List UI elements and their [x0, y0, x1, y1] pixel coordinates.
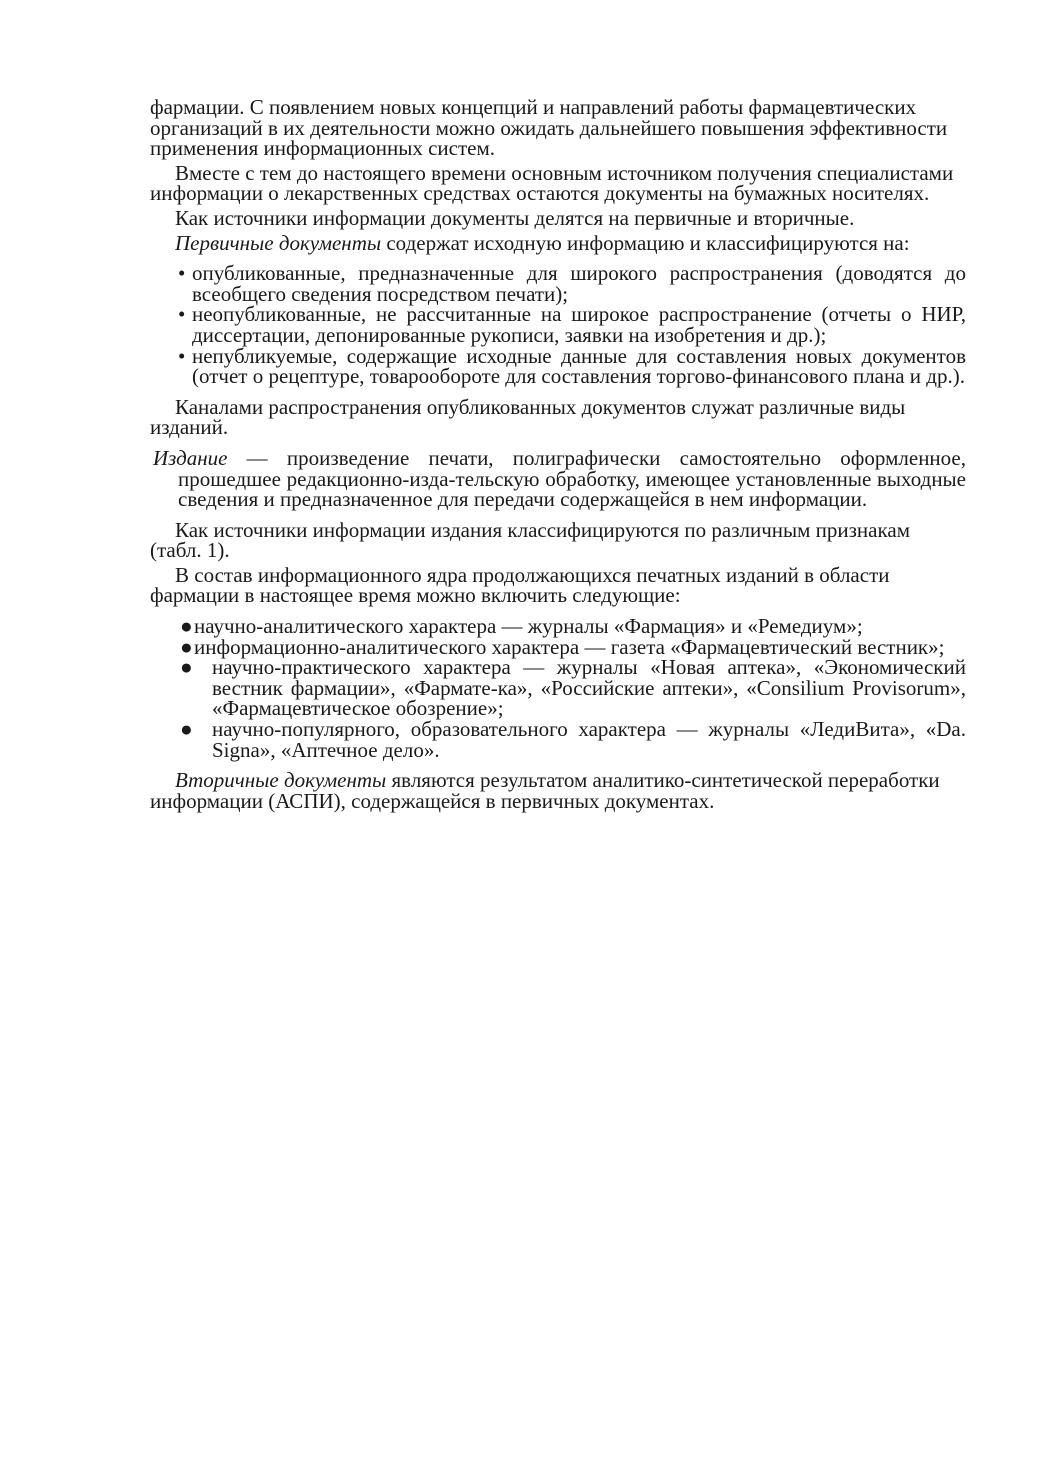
- list-item: [150, 719, 966, 760]
- document-body: [150, 97, 966, 811]
- list-item: [150, 616, 966, 637]
- list-item-text: опубликованные, предназначенные для широкого распространения (доводятся до всеобщего сведения посредством печати);: [192, 261, 966, 306]
- secondary-documents-text: являются результатом аналитико-синтетической переработки информации (АСПИ), содержащейся в первичных документах.: [150, 768, 940, 813]
- paragraph-distribution-channels: Каналами распространения опубликованных документов служат различные виды изданий.: [150, 394, 906, 440]
- list-item: [150, 263, 966, 304]
- paragraph-information-core: В состав информационного ядра продолжающихся печатных изданий в области фармации в настоящее время можно включить следующие:: [150, 562, 890, 608]
- primary-documents-text: содержат исходную информацию и классифицируются на:: [381, 230, 910, 255]
- paragraph-edition-classification: Как источники информации издания классифицируются по различным признакам (табл. 1).: [150, 517, 910, 563]
- term-primary-documents: Первичные документы: [175, 230, 382, 255]
- primary-documents-list: [150, 263, 966, 387]
- paragraph-paper-media: Вместе с тем до настоящего времени основным источником получения специалистами информации о лекарственных средствах остаются документы на бумажных носителях.: [150, 160, 954, 206]
- paragraph-secondary-documents: [150, 770, 966, 811]
- bullet-icon: •: [178, 343, 186, 368]
- bullet-icon: ●: [180, 614, 193, 639]
- bullet-icon: ●: [180, 655, 193, 680]
- list-item-text: научно-популярного, образовательного характера — журналы «ЛедиВита», «Da. Signa», «Аптечное дело».: [212, 717, 966, 762]
- list-item-text: неопубликованные, не рассчитанные на широкое распространение (отчеты о НИР, диссертации, депонированные рукописи, заявки на изобретения и др.);: [192, 302, 966, 347]
- list-item-text: научно-практического характера — журналы «Новая аптека», «Экономический вестник фармации», «Фармате-ка», «Российские аптеки», «Consilium Provisorum», «Фармацевтическое обозрение»;: [212, 655, 966, 721]
- bullet-icon: ●: [180, 634, 193, 659]
- term-edition: Издание: [153, 445, 228, 470]
- periodicals-list: [150, 616, 966, 760]
- definition-text: — произведение печати, полиграфически самостоятельно оформленное, прошедшее редакционно-изда-тельскую обработку, имеющее установленные выходные сведения и предназначенное для передачи содержащейся в нем информации.: [178, 445, 966, 512]
- bullet-icon: •: [178, 261, 186, 286]
- paragraph-intro: фармации. С появлением новых концепций и направлений работы фармацевтических организаций в их деятельности можно ожидать дальнейшего повышения эффективности применения информационных систем.: [150, 95, 948, 161]
- bullet-icon: ●: [180, 717, 193, 742]
- list-item: [150, 304, 966, 345]
- paragraph-primary-documents: [150, 230, 966, 255]
- definition-edition: [153, 445, 966, 512]
- term-secondary-documents: Вторичные документы: [175, 768, 387, 793]
- list-item-text: научно-аналитического характера — журналы «Фармация» и «Ремедиум»;: [194, 614, 863, 639]
- list-item-text: информационно-аналитического характера — газета «Фармацевтический вестник»;: [194, 634, 945, 659]
- bullet-icon: •: [178, 302, 186, 327]
- list-item: [150, 657, 966, 719]
- list-item: [150, 634, 966, 659]
- list-item-text: непубликуемые, содержащие исходные данные для составления новых документов (отчет о рецептуре, товарообороте для составления торгово-финансового плана и др.).: [192, 343, 966, 389]
- list-item: [150, 343, 966, 389]
- paragraph-document-types: Как источники информации документы делятся на первичные и вторичные.: [175, 205, 855, 230]
